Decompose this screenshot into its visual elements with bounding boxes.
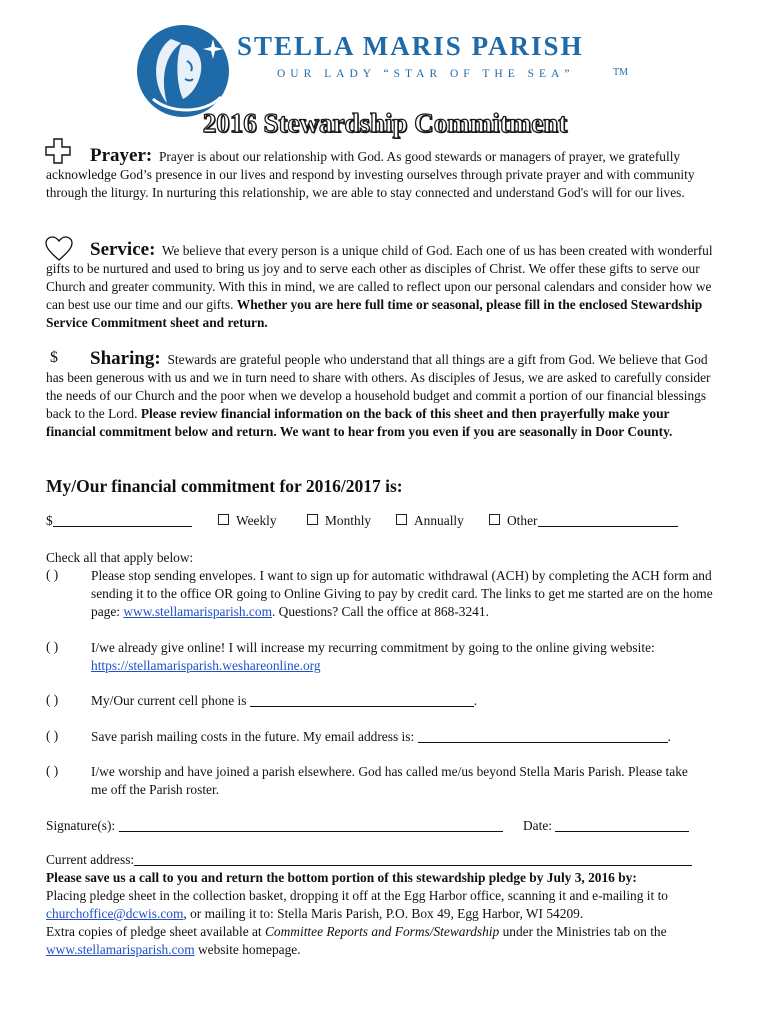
sharing-bold-text: Please review financial information on the back of this sheet and then prayerfully make your financial commitment below and return. We want to hear from you even if you are seasonally in Door County.	[46, 406, 673, 439]
option-3-checkbox[interactable]: ( )	[46, 692, 59, 707]
annually-label: Annually	[414, 513, 464, 528]
address-field[interactable]	[134, 852, 692, 866]
option-3-text: My/Our current cell phone is .	[91, 693, 478, 708]
monthly-label: Monthly	[325, 513, 372, 528]
sharing-text: Stewards are grateful people who understand that all things are a gift from God. We believe that God has been generous with us and we in turn need to share with others. As disciples of Jesus, we are asked to carefully consider the needs of our Church and the poor when we develop a household budget and commit a portion of our financial blessings back to the Lord.	[46, 352, 711, 421]
service-heading: Service:	[90, 239, 156, 260]
signature-row	[46, 818, 503, 834]
monthly-checkbox[interactable]	[307, 514, 318, 525]
prayer-heading: Prayer:	[90, 145, 153, 166]
option-5-text: I/we worship and have joined a parish elsewhere. God has called me/us beyond Stella Maris Parish. Please take me off the Parish roster.	[91, 764, 688, 797]
option-4-text: Save parish mailing costs in the future. My email address is: .	[91, 729, 671, 744]
option-4-checkbox[interactable]: ( )	[46, 728, 59, 743]
option-2-text: I/we already give online! I will increase my recurring commitment by going to the online giving website: https://stellamarisparish.weshareonline.org	[91, 640, 655, 673]
weekly-label: Weekly	[236, 513, 277, 528]
prayer-text: Prayer is about our relationship with God. As good stewards or managers of prayer, we gratefully acknowledge God’s presence in our lives and respond by investing ourselves through private prayer and with community through the liturgy. In nurturing this relationship, we are able to stay connected and understand God's will for our lives.	[46, 149, 695, 200]
other-label: Other	[507, 513, 538, 528]
online-giving-link[interactable]: https://stellamarisparish.weshareonline.org	[91, 658, 321, 673]
frequency-annually[interactable]	[396, 513, 464, 529]
option-5-checkbox[interactable]: ( )	[46, 763, 59, 778]
service-bold-text: Whether you are here full time or seasonal, please fill in the enclosed Stewardship Service Commitment sheet and return.	[46, 297, 703, 330]
sharing-section	[46, 350, 716, 441]
email-link[interactable]: churchoffice@dcwis.com	[46, 906, 184, 921]
prayer-section	[46, 147, 716, 202]
service-text: We believe that every person is a unique child of God. Each one of us has been created with wonderful gifts to be nurtured and used to bring us joy and to serve each other as disciples of Christ. We offer these gifts to serve our Church and greater community. With this in mind, we are called to reflect upon our personal calendars and consider how we can best use our time and our gifts.	[46, 243, 713, 312]
currency-symbol: $	[46, 513, 53, 528]
date-label: Date:	[523, 818, 552, 833]
dollar-icon: $	[50, 349, 58, 366]
service-section	[46, 241, 716, 332]
option-1-text: Please stop sending envelopes. I want to sign up for automatic withdrawal (ACH) by completing the ACH form and sending it to the office OR going to Online Giving to pay by credit card. The links to get me started are on the home page: www.stellamarisparish.com. Questions? Call the office at 868-3241.	[91, 568, 713, 619]
frequency-weekly[interactable]	[218, 513, 277, 529]
amount-row	[46, 513, 192, 529]
signature-label: Signature(s):	[46, 818, 116, 833]
amount-field[interactable]	[53, 513, 192, 527]
signature-field[interactable]	[119, 818, 503, 832]
annually-checkbox[interactable]	[396, 514, 407, 525]
cell-phone-field[interactable]	[250, 693, 474, 707]
parish-name: STELLA MARIS PARISH	[237, 31, 584, 61]
option-1-checkbox[interactable]: ( )	[46, 567, 59, 582]
parish-tagline: OUR LADY “STAR OF THE SEA”	[277, 68, 575, 80]
footer-instructions: Please save us a call to you and return the bottom portion of this stewardship pledge by July 3, 2016 by: Placing pledge sheet in the collection basket, dropping it off at the Egg Harbor office, scanning it and e-mailing it to churchoffice@dcwis.com, or mailing it to: Stella Maris Parish, P.O. Box 49, Egg Harbor, WI 54209. Extra copies of pledge sheet available at Committee Reports and Forms/Stewardship under the Ministries tab on the www.stellamarisparish.com website homepage.	[46, 870, 669, 957]
parish-logo	[133, 21, 239, 121]
page-title: 2016 Stewardship Commitment	[202, 108, 568, 138]
footer-bold-line: Please save us a call to you and return the bottom portion of this stewardship pledge by July 3, 2016 by:	[46, 870, 637, 885]
frequency-monthly[interactable]	[307, 513, 371, 529]
other-field[interactable]	[538, 513, 678, 527]
financial-heading: My/Our financial commitment for 2016/2017 is:	[46, 476, 403, 496]
other-checkbox[interactable]	[489, 514, 500, 525]
home-page-link[interactable]: www.stellamarisparish.com	[123, 604, 272, 619]
address-label: Current address:	[46, 852, 135, 867]
option-2-checkbox[interactable]: ( )	[46, 639, 59, 654]
address-row	[46, 852, 692, 868]
website-link[interactable]: www.stellamarisparish.com	[46, 942, 195, 957]
trademark: TM	[613, 67, 628, 78]
sharing-heading: Sharing:	[90, 348, 161, 369]
check-all-label: Check all that apply below:	[46, 550, 194, 565]
date-row	[523, 818, 689, 834]
date-field[interactable]	[555, 818, 689, 832]
frequency-other[interactable]	[489, 513, 678, 529]
weekly-checkbox[interactable]	[218, 514, 229, 525]
email-field[interactable]	[418, 729, 668, 743]
